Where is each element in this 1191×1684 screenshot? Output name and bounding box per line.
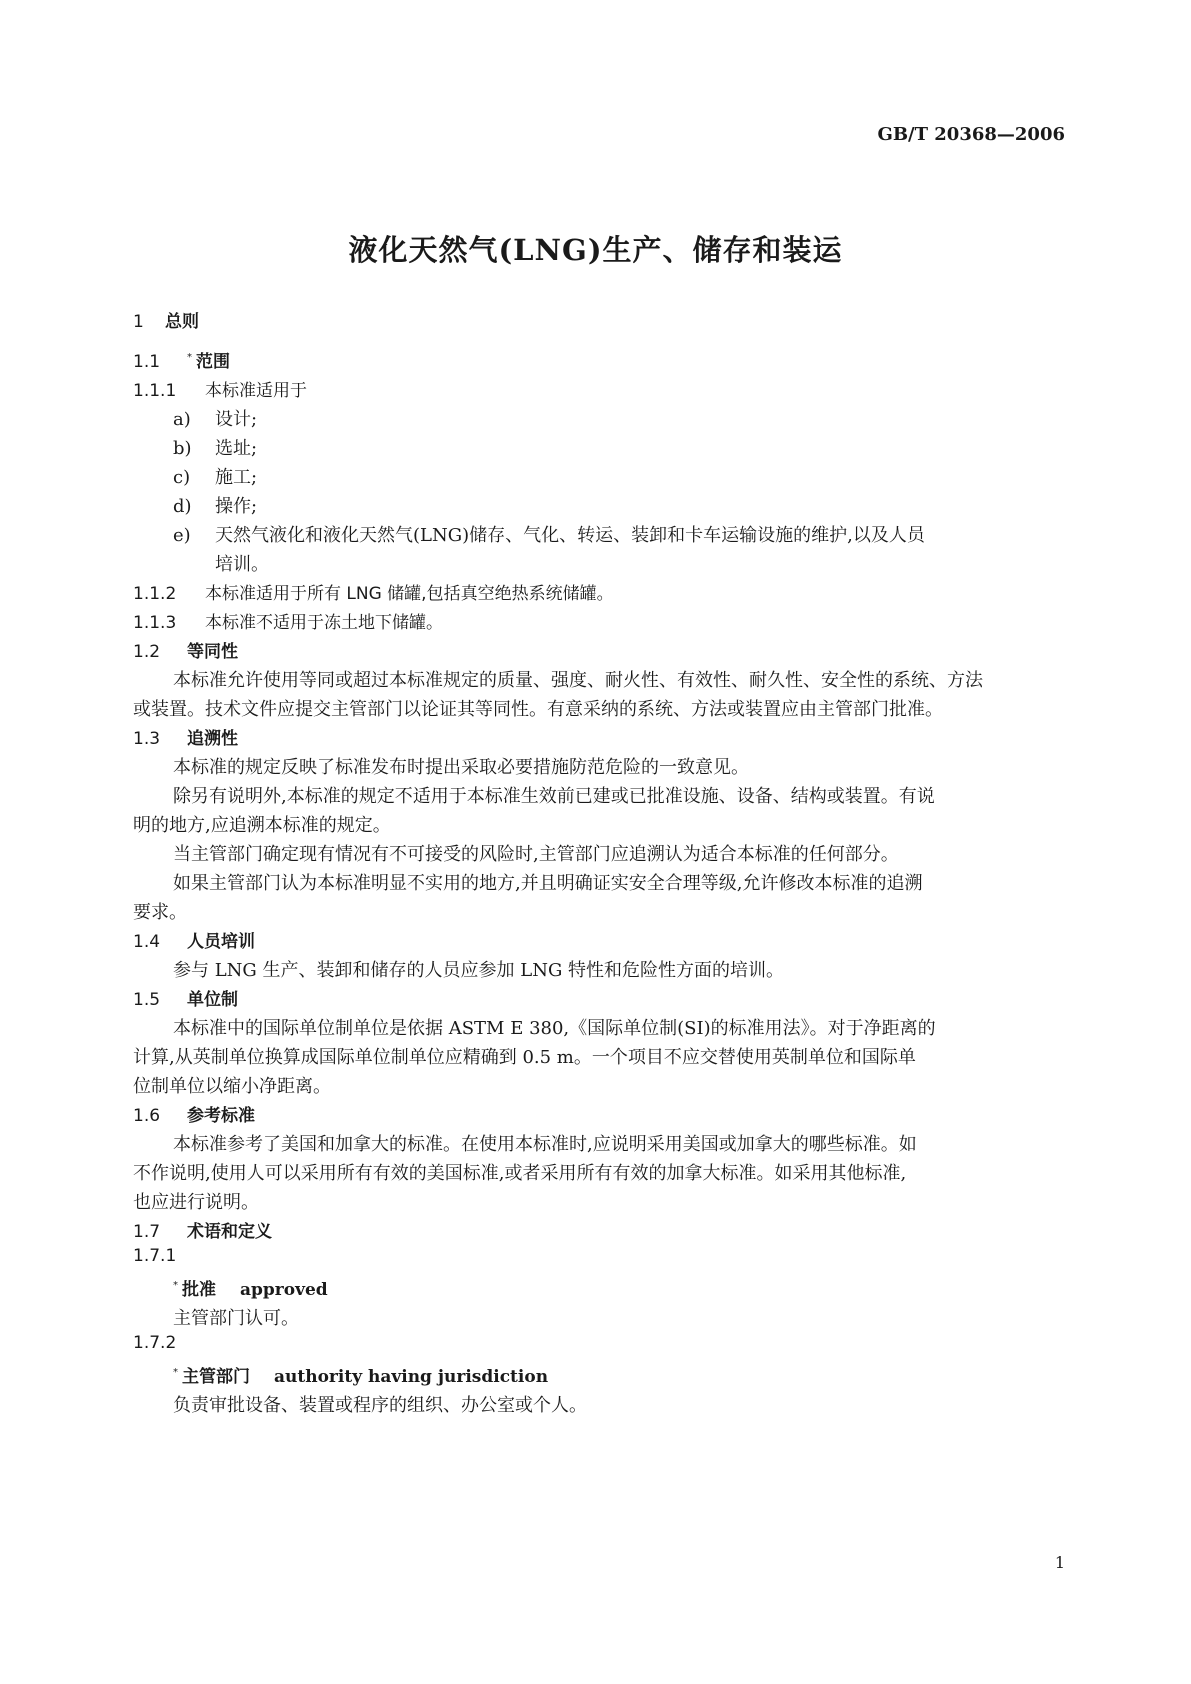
paragraph-line: 本标准中的国际单位制单位是依据 ASTM E 380,《国际单位制(SI)的标准用法》。对于净距离的 xyxy=(173,1018,936,1039)
paragraph-line: 如果主管部门认为本标准明显不实用的地方,并且明确证实安全合理等级,允许修改本标准的追溯 xyxy=(173,873,923,894)
clause-1-1-1 xyxy=(133,376,307,401)
section-1-2-heading xyxy=(133,637,238,662)
list-item xyxy=(173,492,257,518)
section-1-1-heading xyxy=(133,347,230,372)
clause-1-1-2 xyxy=(133,579,614,604)
section-1-6-heading xyxy=(133,1101,255,1126)
clause-1-1-3 xyxy=(133,608,443,633)
section-number: 1.3 xyxy=(133,729,161,749)
paragraph-line: 本标准的规定反映了标准发布时提出采取必要措施防范危险的一致意见。 xyxy=(173,757,749,778)
section-number: 1.4 xyxy=(133,932,161,952)
section-number: 1.5 xyxy=(133,990,161,1010)
term-chinese: 主管部门 xyxy=(182,1367,250,1387)
paragraph-line: 本标准允许使用等同或超过本标准规定的质量、强度、耐火性、有效性、耐久性、安全性的系统、方法 xyxy=(173,670,983,691)
section-title: 总则 xyxy=(165,312,199,332)
paragraph-line: 位制单位以缩小净距离。 xyxy=(133,1076,331,1097)
term-english: authority having jurisdiction xyxy=(274,1367,549,1387)
paragraph-line: 参与 LNG 生产、装卸和储存的人员应参加 LNG 特性和危险性方面的培训。 xyxy=(173,960,785,981)
list-marker: c) xyxy=(173,467,191,488)
section-title: 范围 xyxy=(196,352,230,372)
section-number: 1.7 xyxy=(133,1222,161,1242)
section-number: 1.1 xyxy=(133,352,161,372)
term-chinese: 批准 xyxy=(182,1280,216,1300)
term-entry xyxy=(173,1275,328,1300)
paragraph-line: 也应进行说明。 xyxy=(133,1192,259,1213)
page-number: 1 xyxy=(1054,1553,1065,1572)
section-1-3-heading xyxy=(133,724,238,749)
term-english: approved xyxy=(240,1280,328,1300)
paragraph-line: 明的地方,应追溯本标准的规定。 xyxy=(133,815,391,836)
list-item xyxy=(173,434,257,460)
paragraph-line: 不作说明,使用人可以采用所有有效的美国标准,或者采用所有有效的加拿大标准。如采用其他标准, xyxy=(133,1163,907,1184)
section-1-7-heading xyxy=(133,1217,272,1242)
list-marker: e) xyxy=(173,525,191,546)
term-definition: 主管部门认可。 xyxy=(173,1308,299,1329)
paragraph-line: 除另有说明外,本标准的规定不适用于本标准生效前已建或已批准设施、设备、结构或装置。有说 xyxy=(173,786,935,807)
list-text: 施工; xyxy=(215,467,258,488)
section-title: 参考标准 xyxy=(187,1106,255,1126)
list-text: 设计; xyxy=(215,409,258,430)
term-entry xyxy=(173,1362,548,1387)
list-marker: d) xyxy=(173,496,192,517)
term-number: 1.7.2 xyxy=(133,1333,177,1353)
section-1-5-heading xyxy=(133,985,238,1010)
list-item xyxy=(173,521,925,547)
list-item-continuation: 培训。 xyxy=(215,554,269,575)
section-1-heading xyxy=(133,307,199,332)
section-1-4-heading xyxy=(133,927,255,952)
list-text: 天然气液化和液化天然气(LNG)储存、气化、转运、装卸和卡车运输设施的维护,以及人员 xyxy=(215,525,925,546)
paragraph-line: 当主管部门确定现有情况有不可接受的风险时,主管部门应追溯认为适合本标准的任何部分。 xyxy=(173,844,899,865)
paragraph-line: 要求。 xyxy=(133,902,187,923)
paragraph-line: 计算,从英制单位换算成国际单位制单位应精确到 0.5 m。一个项目不应交替使用英制单位和国际单 xyxy=(133,1047,916,1068)
standard-code: GB/T 20368—2006 xyxy=(877,124,1065,145)
term-number: 1.7.1 xyxy=(133,1246,177,1266)
clause-number: 1.1.2 xyxy=(133,584,177,604)
clause-text: 本标准不适用于冻土地下储罐。 xyxy=(205,613,443,633)
clause-text: 本标准适用于 xyxy=(205,381,307,401)
asterisk-mark: * xyxy=(173,1367,178,1379)
clause-number: 1.1.1 xyxy=(133,381,177,401)
list-text: 操作; xyxy=(215,496,258,517)
list-text: 选址; xyxy=(215,438,258,459)
list-item xyxy=(173,405,257,431)
paragraph-line: 或装置。技术文件应提交主管部门以论证其等同性。有意采纳的系统、方法或装置应由主管部门批准。 xyxy=(133,699,943,720)
clause-number: 1.1.3 xyxy=(133,613,177,633)
document-title: 液化天然气(LNG)生产、储存和装运 xyxy=(348,233,843,267)
section-title: 术语和定义 xyxy=(187,1222,272,1242)
section-title: 追溯性 xyxy=(187,729,238,749)
section-title: 单位制 xyxy=(187,990,238,1010)
list-marker: a) xyxy=(173,409,191,430)
list-marker: b) xyxy=(173,438,192,459)
section-title: 等同性 xyxy=(187,642,238,662)
clause-text: 本标准适用于所有 LNG 储罐,包括真空绝热系统储罐。 xyxy=(205,584,614,604)
paragraph-line: 本标准参考了美国和加拿大的标准。在使用本标准时,应说明采用美国或加拿大的哪些标准。如 xyxy=(173,1134,917,1155)
section-title: 人员培训 xyxy=(187,932,255,952)
section-number: 1.6 xyxy=(133,1106,161,1126)
asterisk-mark: * xyxy=(187,352,192,364)
section-number: 1 xyxy=(133,312,144,332)
section-number: 1.2 xyxy=(133,642,161,662)
list-item xyxy=(173,463,257,489)
term-definition: 负责审批设备、装置或程序的组织、办公室或个人。 xyxy=(173,1395,587,1416)
asterisk-mark: * xyxy=(173,1280,178,1292)
